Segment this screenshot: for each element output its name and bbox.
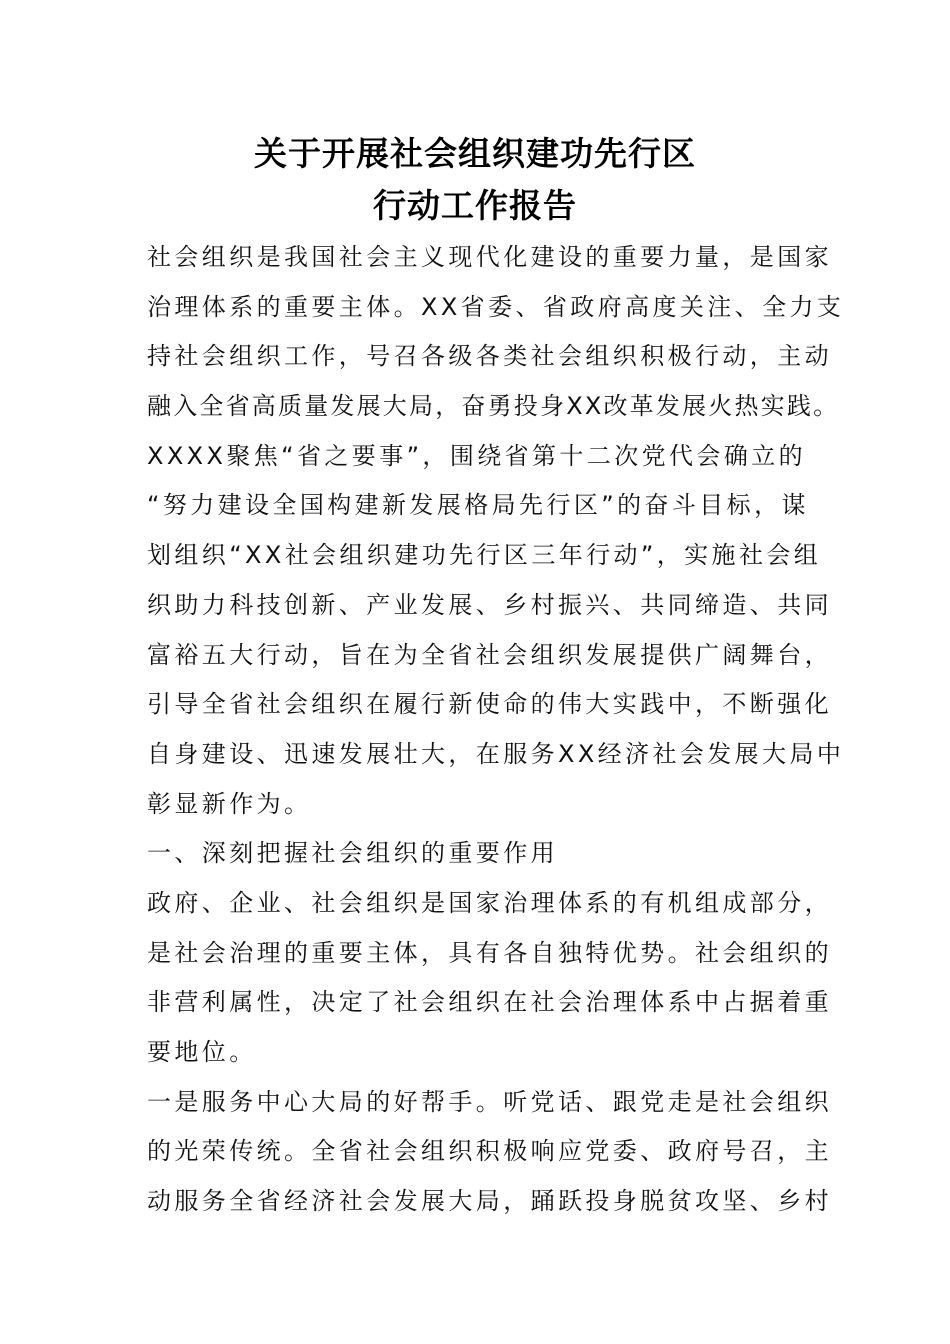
body-line: 非营利属性，决定了社会组织在社会治理体系中占据着重 — [147, 988, 832, 1017]
body-line: 一是服务中心大局的好帮手。听党话、跟党走是社会组织 — [147, 1087, 832, 1116]
body-line: 划组织“XX社会组织建功先行区三年行动”，实施社会组 — [147, 541, 822, 570]
body-line: 织助力科技创新、产业发展、乡村振兴、共同缔造、共同 — [147, 590, 832, 619]
body-line: 的光荣传统。全省社会组织积极响应党委、政府号召，主 — [147, 1137, 832, 1166]
body-line: 持社会组织工作，号召各级各类社会组织积极行动，主动 — [147, 342, 832, 371]
document-title-line-1: 关于开展社会组织建功先行区 — [254, 134, 696, 173]
body-line: 自身建设、迅速发展壮大，在服务XX经济社会发展大局中 — [147, 739, 845, 768]
body-line: 要地位。 — [147, 1038, 257, 1066]
document-body — [147, 233, 847, 1227]
body-line: 是社会治理的重要主体，具有各自独特优势。社会组织的 — [147, 938, 832, 967]
body-line: 动服务全省经济社会发展大局，踊跃投身脱贫攻坚、乡村 — [147, 1187, 832, 1216]
body-line: 社会组织是我国社会主义现代化建设的重要力量，是国家 — [147, 243, 832, 271]
body-line: 富裕五大行动，旨在为全省社会组织发展提供广阔舞台， — [147, 640, 832, 669]
section-heading: 一、深刻把握社会组织的重要作用 — [147, 839, 558, 868]
body-line: 治理体系的重要主体。XX省委、省政府高度关注、全力支 — [147, 292, 845, 321]
body-line: “努力建设全国构建新发展格局先行区”的奋斗目标，谋 — [147, 491, 809, 520]
body-line: 融入全省高质量发展大局，奋勇投身XX改革发展火热实践。 — [147, 392, 840, 421]
body-line: 政府、企业、社会组织是国家治理体系的有机组成部分， — [147, 888, 832, 917]
body-line: XXXX聚焦“省之要事”，围绕省第十二次党代会确立的 — [147, 441, 807, 470]
body-line: 引导全省社会组织在履行新使命的伟大实践中，不断强化 — [147, 690, 832, 719]
body-line: 彰显新作为。 — [147, 789, 312, 818]
document-title-line-2: 行动工作报告 — [373, 186, 577, 225]
